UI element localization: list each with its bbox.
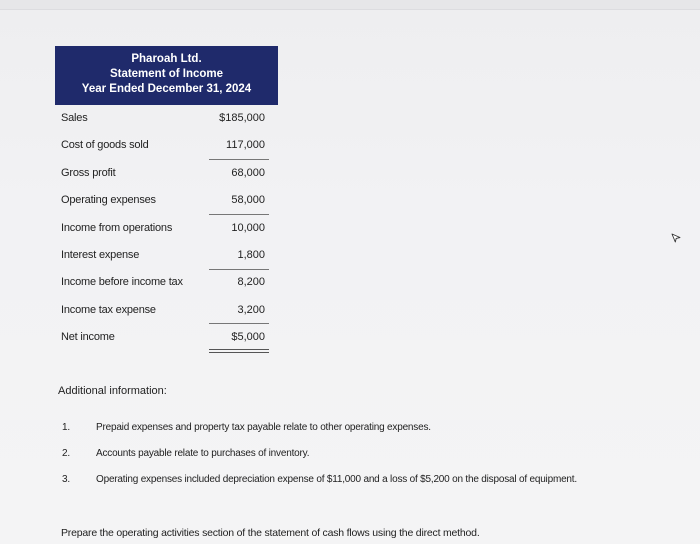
list-item-text: Prepaid expenses and property tax payable relate to other operating expenses.: [96, 422, 431, 433]
row-income-tax-expense: [61, 304, 271, 320]
row-amount: 3,200: [237, 304, 265, 316]
double-underline-rule: [209, 349, 269, 353]
row-label: Gross profit: [61, 167, 116, 179]
row-label: Interest expense: [61, 249, 140, 261]
underline-rule: [209, 269, 269, 270]
row-cogs: [61, 139, 271, 155]
underline-rule: [209, 214, 269, 215]
row-interest-expense: [61, 249, 271, 265]
row-amount: 68,000: [231, 167, 265, 179]
row-amount: $185,000: [219, 112, 265, 124]
row-label: Net income: [61, 331, 115, 343]
row-sales: [61, 112, 271, 128]
row-amount: $5,000: [231, 331, 265, 343]
row-income-from-operations: [61, 222, 271, 238]
statement-header: [55, 46, 278, 105]
list-item-number: 3.: [62, 474, 70, 485]
row-amount: 10,000: [231, 222, 265, 234]
company-name: Pharoah Ltd.: [131, 53, 202, 65]
row-income-before-tax: [61, 276, 271, 292]
list-item-text: Operating expenses included depreciation expense of $11,000 and a loss of $5,200 on the disposal of equipment.: [96, 474, 577, 485]
statement-title: Statement of Income: [109, 68, 224, 80]
underline-rule: [209, 323, 269, 324]
list-item-number: 2.: [62, 448, 70, 459]
row-amount: 117,000: [226, 139, 265, 151]
row-label: Sales: [61, 112, 88, 124]
row-amount: 8,200: [237, 276, 265, 288]
instruction-text: Prepare the operating activities section of the statement of cash flows using the direct method.: [61, 527, 480, 539]
row-operating-expenses: [61, 194, 271, 210]
list-item-text: Accounts payable relate to purchases of inventory.: [96, 448, 310, 459]
row-label: Income tax expense: [61, 304, 156, 316]
additional-info-heading: Additional information:: [58, 385, 167, 397]
page-top-edge: [0, 0, 700, 10]
row-gross-profit: [61, 167, 271, 183]
row-label: Operating expenses: [61, 194, 156, 206]
mouse-pointer-icon: [671, 233, 681, 243]
row-label: Income from operations: [61, 222, 173, 234]
row-label: Income before income tax: [61, 276, 183, 288]
row-amount: 58,000: [231, 194, 265, 206]
list-item-number: 1.: [62, 422, 70, 433]
row-net-income: [61, 331, 271, 347]
statement-period: Year Ended December 31, 2024: [81, 83, 252, 95]
row-amount: 1,800: [237, 249, 265, 261]
underline-rule: [209, 159, 269, 160]
row-label: Cost of goods sold: [61, 139, 149, 151]
